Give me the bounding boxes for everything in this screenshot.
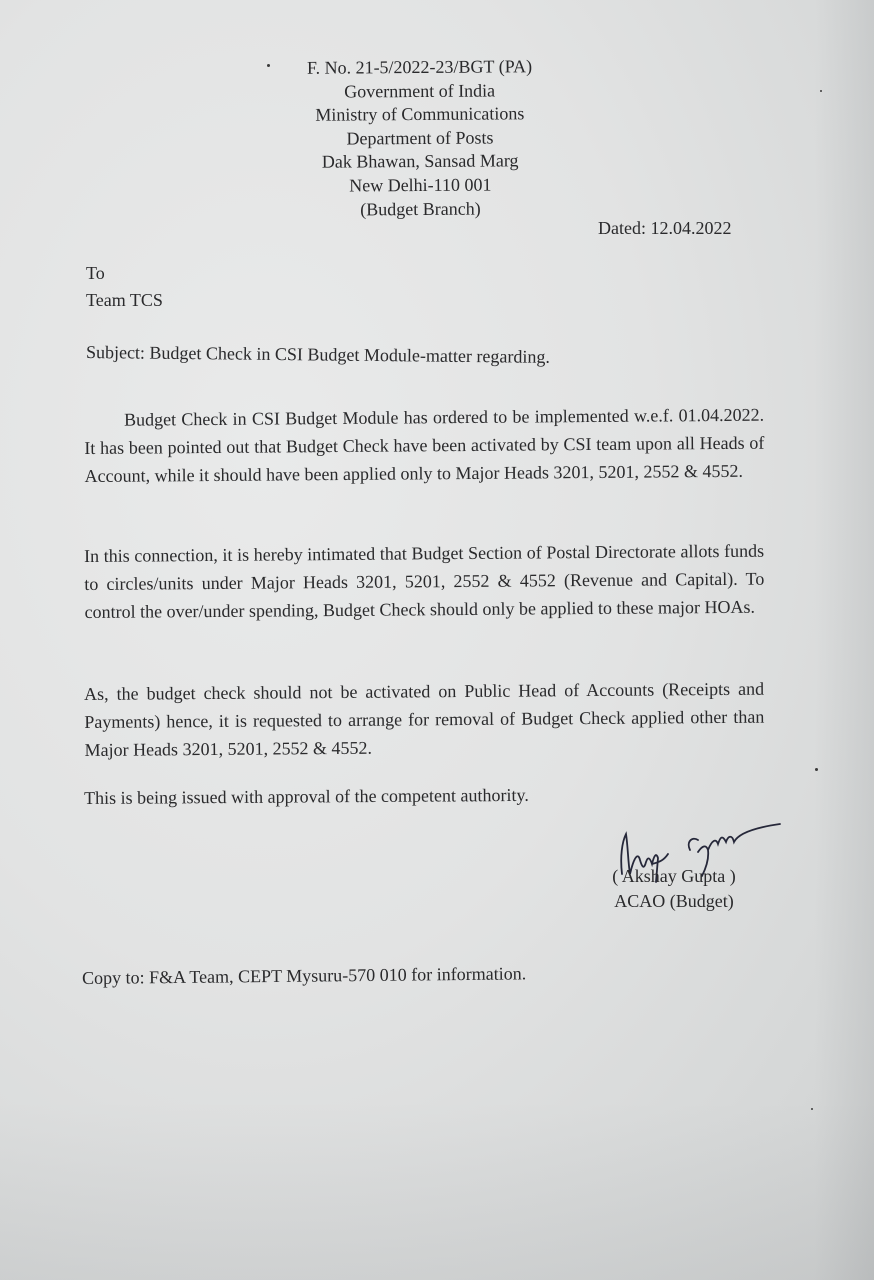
- to-label: To: [86, 263, 105, 283]
- branch-line: (Budget Branch): [360, 198, 481, 219]
- body-paragraph-2: In this connection, it is hereby intimated that Budget Section of Postal Directorate allots funds to circles/units under Major Heads 3201, 5201, 2552 & 4552 (Revenue and Capital). To control the over/under spending, Budget Check should only be applied to these major HOAs.: [84, 540, 765, 622]
- subject-line: Subject: Budget Check in CSI Budget Module-matter regarding.: [85, 342, 551, 367]
- body-paragraph-3: As, the budget check should not be activated on Public Head of Accounts (Receipts and Payments) hence, it is requested to arrange for removal of Budget Check applied other than Major Heads 3201, 5201, 2552 & 4552.: [84, 678, 765, 760]
- signatory-designation: ACAO (Budget): [614, 891, 734, 911]
- copy-to-line: Copy to: F&A Team, CEPT Mysuru-570 010 for information.: [82, 963, 527, 988]
- signatory-name: ( Akshay Gupta ): [612, 866, 736, 886]
- scan-speck: [815, 768, 818, 771]
- city-line: New Delhi-110 001: [349, 174, 492, 196]
- page-shadow-bottom: [0, 1100, 874, 1280]
- scan-speck: [267, 64, 270, 67]
- building-line: Dak Bhawan, Sansad Marg: [321, 150, 519, 173]
- addressee-name: Team TCS: [86, 290, 163, 310]
- scan-speck: [820, 90, 822, 92]
- file-number: F. No. 21-5/2022-23/BGT (PA): [306, 56, 533, 78]
- date-line: Dated: 12.04.2022: [598, 218, 732, 238]
- department-line: Department of Posts: [346, 127, 494, 149]
- government-line: Government of India: [344, 80, 496, 102]
- page-shadow-right: [814, 0, 874, 1280]
- addressee-block: [86, 260, 163, 314]
- closing-line: This is being issued with approval of the competent authority.: [84, 784, 529, 808]
- letterhead: [199, 54, 640, 222]
- ministry-line: Ministry of Communications: [315, 103, 525, 125]
- scan-speck: [811, 1108, 813, 1110]
- signatory-block: [598, 864, 750, 914]
- body-paragraph-1: Budget Check in CSI Budget Module has ordered to be implemented w.e.f. 01.04.2022. It has been pointed out that Budget Check have been activated by CSI team upon all Heads of Account, while it should have been applied only to Major Heads 3201, 5201, 2552 & 4552.: [84, 404, 765, 486]
